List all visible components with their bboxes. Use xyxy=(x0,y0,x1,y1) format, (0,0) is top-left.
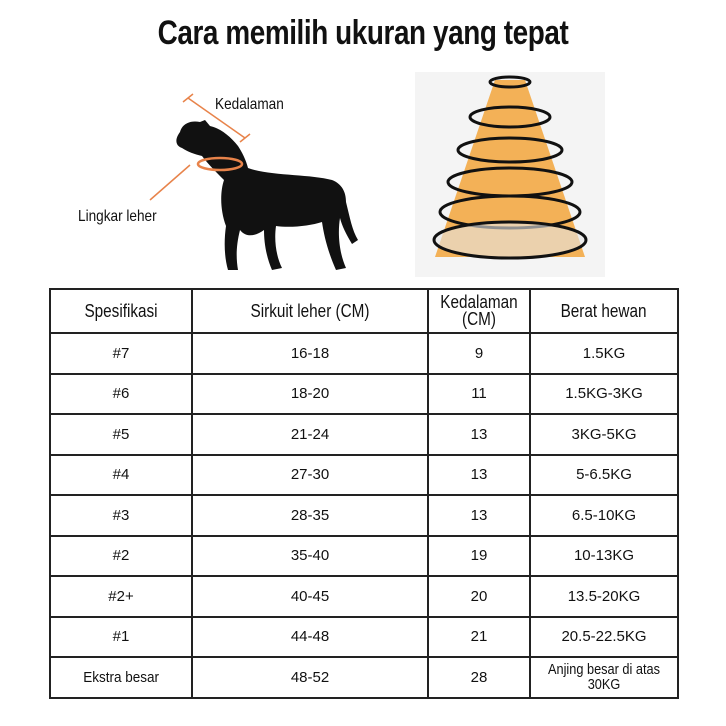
cell-spec: #2+ xyxy=(50,576,192,617)
cell-spec: #6 xyxy=(50,374,192,415)
cell-depth: 21 xyxy=(428,617,530,658)
table-row xyxy=(50,576,678,617)
cell-depth: 13 xyxy=(428,414,530,455)
cell-spec: #7 xyxy=(50,333,192,374)
header-spec: Spesifikasi xyxy=(50,289,192,333)
cell-depth: 11 xyxy=(428,374,530,415)
cell-neck: 21-24 xyxy=(192,414,428,455)
header-weight: Berat hewan xyxy=(530,289,678,333)
cell-spec: #2 xyxy=(50,536,192,577)
cell-spec: #1 xyxy=(50,617,192,658)
cell-neck: 48-52 xyxy=(192,657,428,698)
cell-spec: #4 xyxy=(50,455,192,496)
cell-spec: #5 xyxy=(50,414,192,455)
cell-weight: 20.5-22.5KG xyxy=(530,617,678,658)
table-header-row xyxy=(50,289,678,333)
table-row xyxy=(50,617,678,658)
table-row xyxy=(50,414,678,455)
cell-depth: 28 xyxy=(428,657,530,698)
cell-weight: 10-13KG xyxy=(530,536,678,577)
cell-depth: 9 xyxy=(428,333,530,374)
cell-weight: 1.5KG xyxy=(530,333,678,374)
depth-label: Kedalaman xyxy=(215,96,284,113)
table-row xyxy=(50,374,678,415)
header-neck: Sirkuit leher (CM) xyxy=(192,289,428,333)
cell-neck: 27-30 xyxy=(192,455,428,496)
cell-depth: 20 xyxy=(428,576,530,617)
cell-depth: 13 xyxy=(428,495,530,536)
table-row xyxy=(50,536,678,577)
cell-weight: 1.5KG-3KG xyxy=(530,374,678,415)
cell-depth: 13 xyxy=(428,455,530,496)
cone-collar-icon xyxy=(415,72,605,277)
cell-weight: 3KG-5KG xyxy=(530,414,678,455)
cell-neck: 35-40 xyxy=(192,536,428,577)
cell-neck: 44-48 xyxy=(192,617,428,658)
table-body xyxy=(50,333,678,698)
cell-neck: 40-45 xyxy=(192,576,428,617)
cell-weight: Anjing besar di atas 30KG xyxy=(530,657,678,698)
table-row xyxy=(50,455,678,496)
header-depth: Kedalaman (CM) xyxy=(428,289,530,333)
dog-measurement-diagram xyxy=(70,80,370,280)
cell-weight: 5-6.5KG xyxy=(530,455,678,496)
cell-spec: #3 xyxy=(50,495,192,536)
cell-depth: 19 xyxy=(428,536,530,577)
cell-weight: 6.5-10KG xyxy=(530,495,678,536)
neck-label: Lingkar leher xyxy=(78,208,157,225)
table-row xyxy=(50,657,678,698)
cell-weight: 13.5-20KG xyxy=(530,576,678,617)
table-row xyxy=(50,495,678,536)
cell-neck: 28-35 xyxy=(192,495,428,536)
cell-neck: 18-20 xyxy=(192,374,428,415)
page-title: Cara memilih ukuran yang tepat xyxy=(157,14,569,52)
table-row xyxy=(50,333,678,374)
size-table xyxy=(49,288,679,699)
cone-collar-image xyxy=(415,72,605,277)
cell-neck: 16-18 xyxy=(192,333,428,374)
cell-spec: Ekstra besar xyxy=(50,657,192,698)
